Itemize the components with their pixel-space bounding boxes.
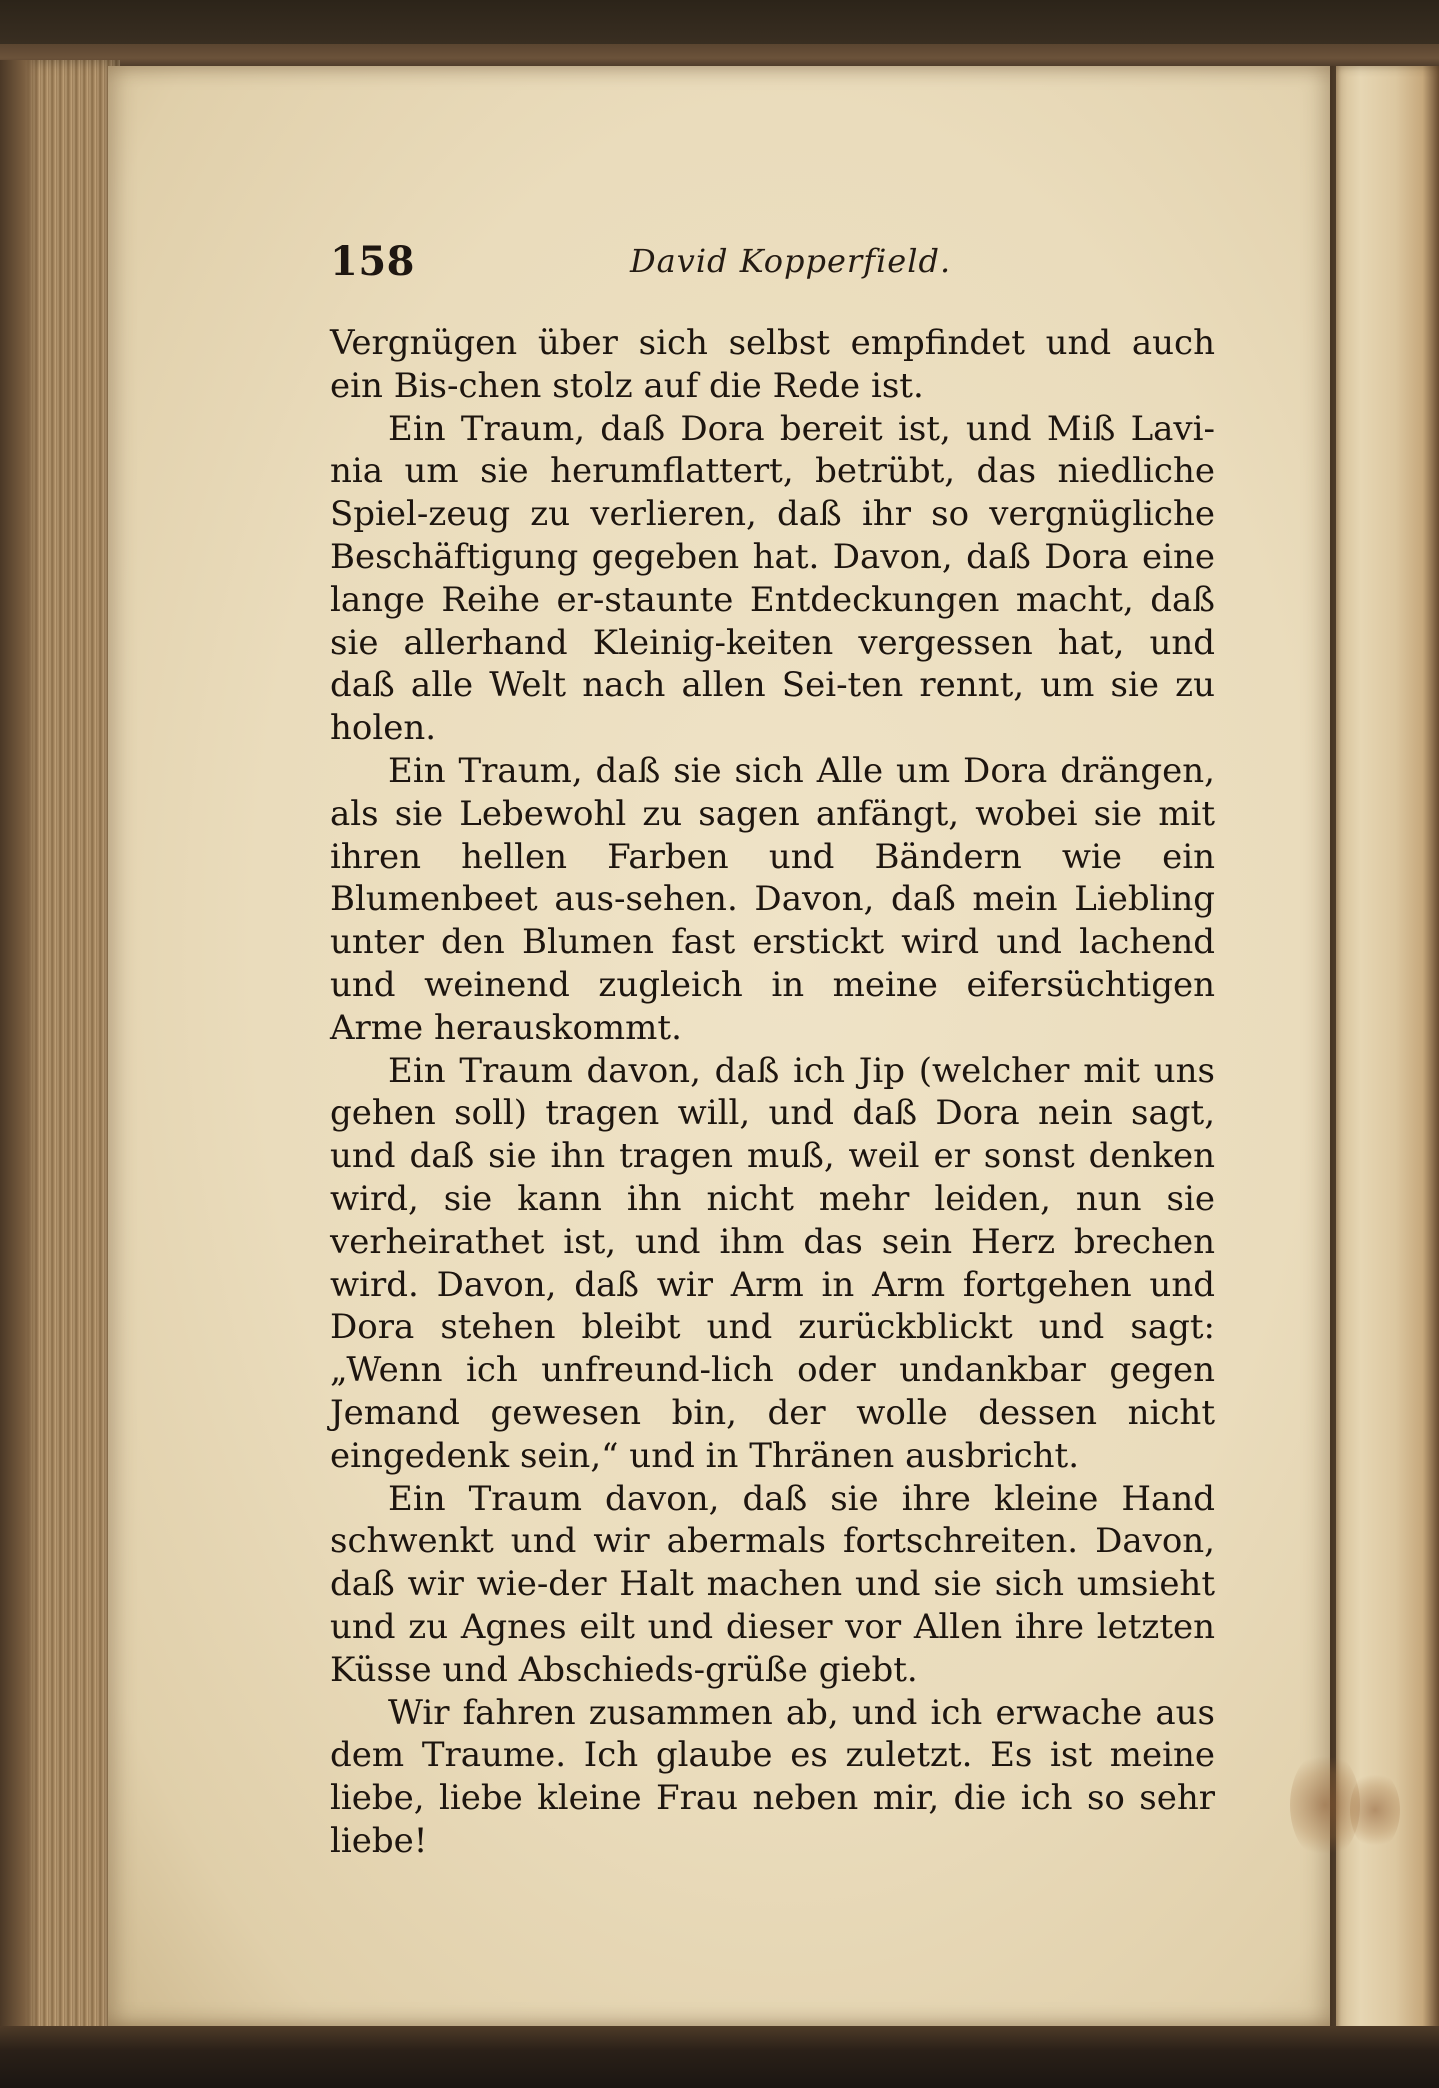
- paragraph: Ein Traum davon, daß sie ihre kleine Hand schwenkt und wir abermals fortschreiten. Davon, daß wir wie-der Halt machen und sie sich umsieht und zu Agnes eilt und dieser vor Allen ihre letzten Küsse und Abschieds-grüße giebt.: [330, 1478, 1215, 1690]
- facing-page-edge: [1330, 66, 1439, 2036]
- page-header: [330, 238, 1210, 298]
- body-text: [330, 322, 1215, 1863]
- running-title: David Kopperfield.: [630, 242, 952, 280]
- page-stack-left-edge: [0, 60, 120, 2045]
- paragraph: Ein Traum, daß Dora bereit ist, und Miß Lavi-nia um sie herumflattert, betrübt, das niedliche Spiel-zeug zu verlieren, daß ihr so vergnügliche Beschäftigung gegeben hat. Davon, daß Dora eine lange Reihe er-staunte Entdeckungen macht, daß sie allerhand Kleinig-keiten vergessen hat, und daß alle Welt nach allen Sei-ten rennt, um sie zu holen.: [330, 408, 1215, 749]
- paragraph: Ein Traum, daß sie sich Alle um Dora drängen, als sie Lebewohl zu sagen anfängt, wobei sie mit ihren hellen Farben und Bändern wie ein Blumenbeet aus-sehen. Davon, daß mein Liebling unter den Blumen fast erstickt wird und lachend und weinend zugleich in meine eifersüchtigen Arme herauskommt.: [330, 750, 1215, 1048]
- paragraph: Ein Traum davon, daß ich Jip (welcher mit uns gehen soll) tragen will, und daß Dora nein sagt, und daß sie ihn tragen muß, weil er sonst denken wird, sie kann ihn nicht mehr leiden, nun sie verheirathet ist, und ihm das sein Herz brechen wird. Davon, daß wir Arm in Arm fortgehen und Dora stehen bleibt und zurückblickt und sagt: „Wenn ich unfreund-lich oder undankbar gegen Jemand gewesen bin, der wolle dessen nicht eingedenk sein,“ und in Thränen ausbricht.: [330, 1050, 1215, 1476]
- paper-stain: [1350, 1770, 1400, 1850]
- paragraph: Wir fahren zusammen ab, und ich erwache aus dem Traume. Ich glaube es zuletzt. Es ist meine liebe, liebe kleine Frau neben mir, die ich so sehr liebe!: [330, 1692, 1215, 1861]
- page-number: 158: [330, 238, 415, 285]
- paragraph: Vergnügen über sich selbst empfindet und auch ein Bis-chen stolz auf die Rede ist.: [330, 323, 1215, 406]
- book-bottom-shadow: [0, 2026, 1439, 2088]
